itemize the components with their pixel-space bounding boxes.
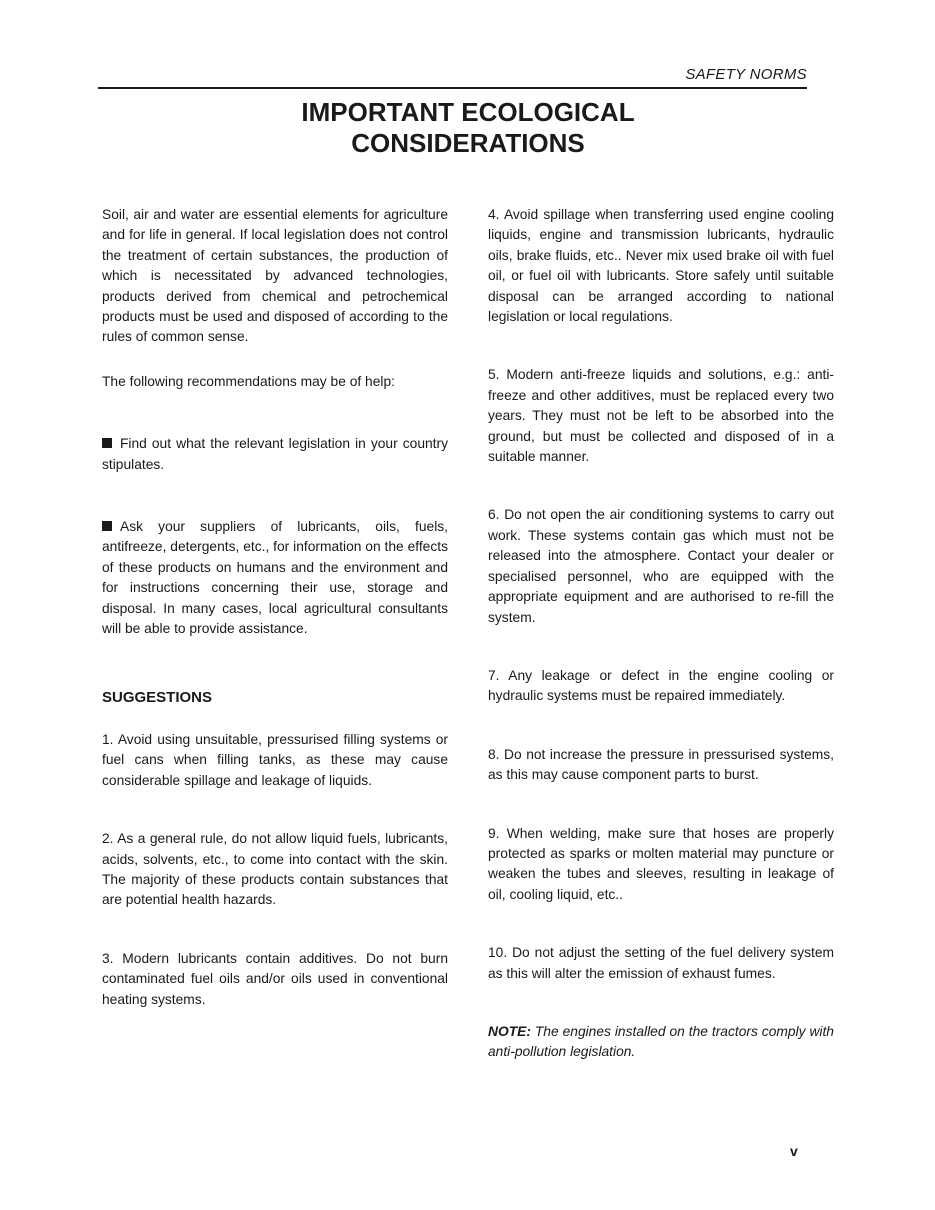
square-bullet-icon: [102, 438, 112, 448]
suggestion-item: 10. Do not adjust the setting of the fuel delivery system as this will alter the emission of exhaust fumes.: [488, 945, 834, 981]
suggestion-item: 4. Avoid spillage when transferring used engine cooling liquids, engine and transmission lubricants, hydraulic oils, brake fluids, etc.. Never mix used brake oil with fuel oil, or fuel oil with lubricants. Store safely until suitable disposal can be arranged according to national legislation or local regulations.: [488, 207, 834, 325]
note: [488, 1022, 834, 1063]
title-line-1: IMPORTANT ECOLOGICAL: [301, 97, 635, 127]
intro-paragraph: Soil, air and water are essential elements for agriculture and for life in general. If local legislation does not control the treatment of certain substances, the production of which is necessitated by advanced technologies, products derived from chemical and petrochemical products must be used and disposed of according to the rules of common sense.: [102, 207, 448, 345]
page-number: v: [790, 1143, 798, 1159]
header-rule: [98, 87, 807, 89]
square-bullet-icon: [102, 521, 112, 531]
recommendations-intro: The following recommendations may be of help:: [102, 373, 395, 389]
bullet-text: Find out what the relevant legislation in your country stipulates.: [102, 436, 448, 472]
bullet-item: [102, 434, 448, 475]
title-line-2: CONSIDERATIONS: [351, 128, 585, 158]
suggestions-heading: SUGGESTIONS: [102, 688, 213, 706]
page-title: [98, 97, 838, 159]
suggestion-item: 2. As a general rule, do not allow liquid fuels, lubricants, acids, solvents, etc., to come into contact with the skin. The majority of these products contain substances that are potential health hazards.: [102, 831, 448, 908]
suggestion-item: 8. Do not increase the pressure in pressurised systems, as this may cause component parts to burst.: [488, 746, 834, 783]
suggestion-item: 3. Modern lubricants contain additives. Do not burn contaminated fuel oils and/or oils used in conventional heating systems.: [102, 950, 448, 1007]
suggestion-item: 7. Any leakage or defect in the engine cooling or hydraulic systems must be repaired immediately.: [488, 667, 834, 704]
suggestion-item: 1. Avoid using unsuitable, pressurised filling systems or fuel cans when filling tanks, as these may cause considerable spillage and leakage of liquids.: [102, 731, 448, 788]
left-column: [102, 205, 448, 1010]
right-column: [488, 205, 834, 1063]
running-header: SAFETY NORMS: [685, 66, 807, 83]
note-text: The engines installed on the tractors comply with anti-pollution legislation.: [488, 1023, 834, 1060]
suggestion-item: 9. When welding, make sure that hoses are properly protected as sparks or molten material may puncture or weaken the tubes and sleeves, resulting in leakage of oil, cooling liquid, etc..: [488, 825, 834, 902]
note-label: NOTE:: [488, 1023, 531, 1039]
bullet-item: [102, 517, 448, 639]
suggestion-item: 5. Modern anti-freeze liquids and solutions, e.g.: anti-freeze and other additives, must be replaced every two years. They must not be left to be absorbed into the ground, but must be collected and disposed of in a suitable manner.: [488, 367, 834, 465]
suggestion-item: 6. Do not open the air conditioning systems to carry out work. These systems contain gas which must not be released into the atmosphere. Contact your dealer or specialised personnel, who are equipped with the appropriate equipment and are authorised to re-fill the system.: [488, 507, 834, 625]
bullet-text: Ask your suppliers of lubricants, oils, fuels, antifreeze, detergents, etc., for information on the effects of these products on humans and the environment and for instructions concerning their use, storage and disposal. In many cases, local agricultural consultants will be able to provide assistance.: [102, 519, 448, 637]
